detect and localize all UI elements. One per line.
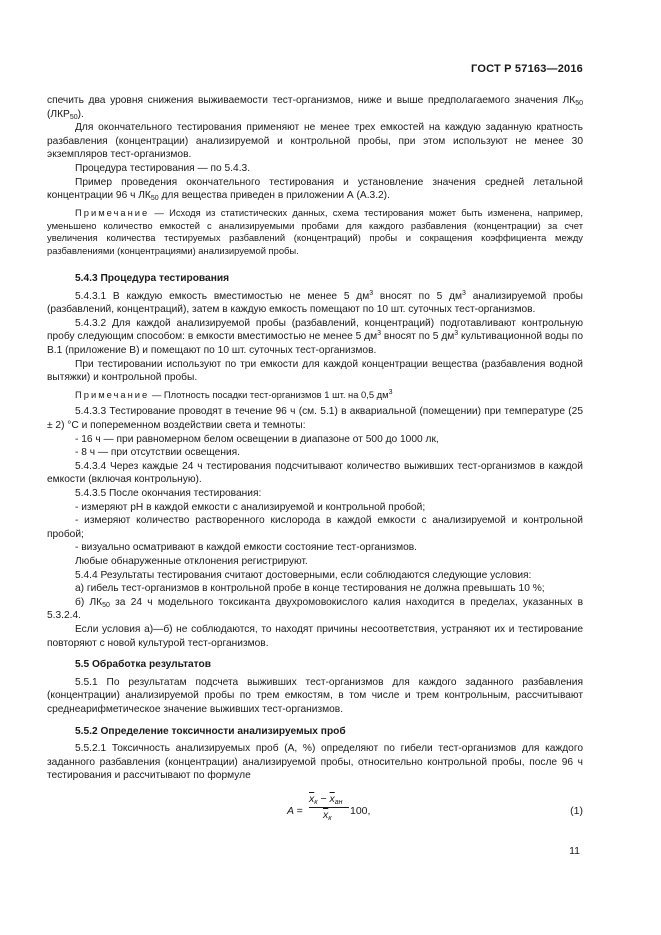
paragraph: 5.4.3.1 В каждую емкость вместимостью не менее 5 $дм^3$ вносят по 5 $дм^3$ анализируемой пробы (разбавлений, концентраций), затем в каждую емкость помещают по 10 шт. суточных тест-организмов. (47, 289, 583, 316)
list-item: - измеряют количество растворенного кислорода в каждой емкости с анализируемой и контрольной пробой; (47, 515, 583, 540)
paragraph: Для окончательного тестирования применяют не менее трех емкостей на каждую заданную кратность разбавления (концентрации) анализируемой и контрольной пробы, при этом используют не менее 30 экземпляров тест-организмов. (47, 122, 583, 161)
paragraph: 5.4.3.3 Тестирование проводят в течение 96 ч (см. 5.1) в аквариальной (помещении) при температуре (25 ± 2) °С и попеременном воздействии света и темноты: (47, 406, 583, 432)
equation-number: (1) (570, 804, 583, 817)
paragraph: Процедура тестирования — по 5.4.3. (75, 162, 251, 174)
section-heading: 5.5 Обработка результатов (75, 659, 212, 671)
paragraph: Пример проведения окончательного тестирования и установление значения средней летальной концентрации 96 ч $ЛК_{50}$ для вещества приведен в приложении А (А.3.2). (47, 176, 583, 203)
formula-denominator: $\overline{x}_к$ (323, 808, 332, 822)
list-item: - 16 ч — при равномерном белом освещении в диапазоне от 500 до 1000 лк, (75, 433, 439, 445)
formula (47, 791, 583, 835)
list-item: - измеряют рН в каждой емкости с анализируемой и контрольной пробой; (75, 501, 426, 513)
fraction-bar (309, 807, 349, 808)
paragraph: 5.5.1 По результатам подсчета выживших тест-организмов для каждого заданного разбавления (концентрации) анализируемой пробы по трем емкостям, в том числе и трем контрольным, рассчитывают среднеарифметическое значение выживших тест-организмов. (47, 676, 583, 715)
note: Примечание — Исходя из статистических данных, схема тестирования может быть изменена, например, уменьшено количество емкостей с анализируемыми пробами для каждого разбавления (концентрации) за счет увеличения количества тестируемых разбавлений (концентраций) пробы и сокращения коэффициента между разбавлениями (концентрациями) анализируемой пробы. (47, 206, 583, 257)
paragraph: Любые обнаруженные отклонения регистрируют. (75, 556, 308, 568)
note: Примечание — Плотность посадки тест-организмов 1 шт. на 0,5 $дм^3$ (75, 388, 393, 400)
section-heading: 5.4.3 Процедура тестирования (75, 272, 230, 284)
list-item: - визуально осматривают в каждой емкости состояние тест-организмов. (75, 542, 418, 554)
paragraph: 5.5.2.1 Токсичность анализируемых проб (А, %) определяют по гибели тест-организмов для каждого заданного разбавления (концентрации) анализируемой пробы, относительно контрольной пробы, после 96 ч тестирования и рассчитывают по формуле (47, 743, 583, 782)
paragraph: 5.4.4 Результаты тестирования считают достоверными, если соблюдаются следующие условия: (75, 569, 532, 581)
formula-numerator: $\overline{x}_к - \overline{x}_{ан}$ (309, 792, 343, 806)
paragraph: 5.4.3.5 После окончания тестирования: (75, 488, 262, 500)
document-body (47, 94, 583, 835)
paragraph: При тестировании используют по три емкости для каждой концентрации вещества (разбавления водной вытяжки) и контрольной пробы. (47, 358, 583, 384)
paragraph: спечить два уровня снижения выживаемости тест-организмов, ниже и выше предполагаемого значения $ЛК_{50}$ $(ЛКР_{50})$. (47, 95, 583, 121)
paragraph: 5.4.3.2 Для каждой анализируемой пробы (разбавлений, концентраций) подготавливают контрольную пробу следующим способом: в емкости вместимостью не менее 5 $дм^3$ вносят по 5 $дм^3$ культивационной воды по В.1 (приложение В) и помещают по 10 шт. суточных тест-организмов. (47, 317, 583, 356)
section-heading: 5.5.2 Определение токсичности анализируемых проб (75, 725, 346, 737)
list-item: б) $ЛК_{50}$ за 24 ч модельного токсиканта двухромовокислого калия находится в пределах, указанных в 5.3.2.4. (47, 596, 583, 622)
formula-lhs: A = (287, 804, 303, 817)
page-number: 11 (569, 845, 580, 857)
paragraph: Если условия а)—б) не соблюдаются, то находят причины несоответствия, устраняют их и тестирование повторяют с новой культурой тест-организмов. (47, 623, 583, 649)
list-item: а) гибель тест-организмов в контрольной пробе в конце тестирования не должна превышать 10 %; (75, 583, 545, 595)
paragraph: 5.4.3.4 Через каждые 24 ч тестирования подсчитывают количество выживших тест-организмов в каждой емкости (включая контрольную). (47, 460, 583, 486)
formula-multiplier: 100, (350, 804, 371, 817)
document-header: ГОСТ Р 57163—2016 (471, 63, 583, 75)
list-item: - 8 ч — при отсутствии освещения. (75, 447, 241, 459)
